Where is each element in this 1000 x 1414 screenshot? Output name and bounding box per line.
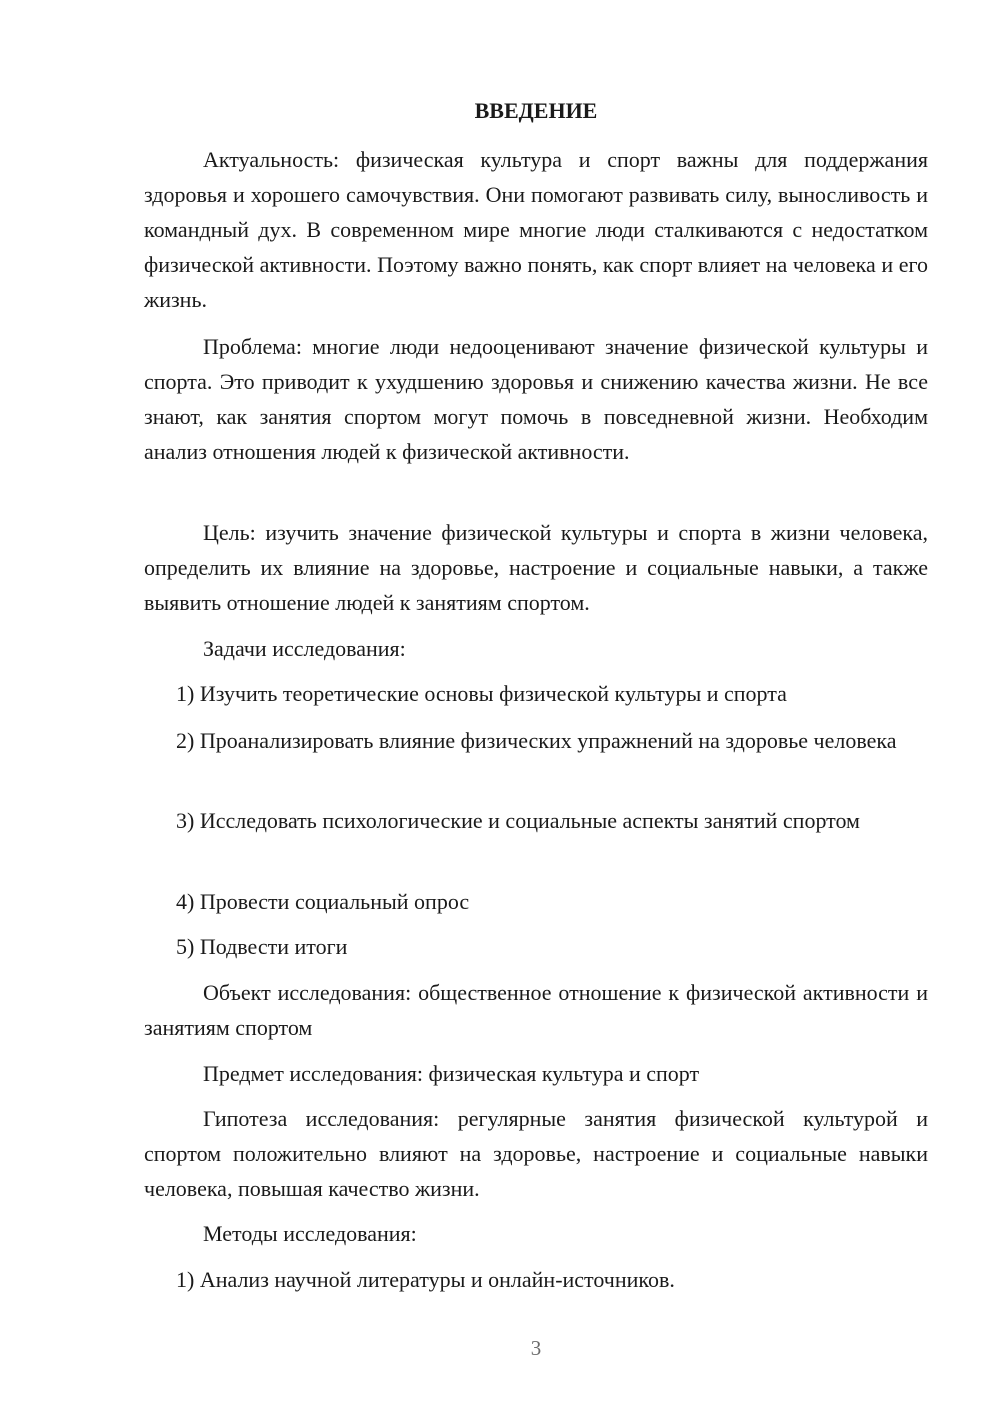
task-item-2: 2) Проанализировать влияние физических упражнений на здоровье человека bbox=[176, 728, 897, 753]
method-item-1: 1) Анализ научной литературы и онлайн-источников. bbox=[176, 1267, 675, 1292]
document-page bbox=[144, 0, 928, 1414]
methods-heading: Методы исследования: bbox=[203, 1221, 417, 1246]
task-item-1: 1) Изучить теоретические основы физической культуры и спорта bbox=[176, 681, 787, 706]
paragraph-subject: Предмет исследования: физическая культура и спорт bbox=[203, 1061, 700, 1086]
task-item-3: 3) Исследовать психологические и социальные аспекты занятий спортом bbox=[176, 808, 860, 833]
tasks-heading: Задачи исследования: bbox=[203, 636, 406, 661]
paragraph-relevance: Актуальность: физическая культура и спорт важны для поддержания здоровья и хорошего самочувствия. Они помогают развивать силу, выносливость и командный дух. В современном мире многие люди сталкиваются с недостатком физической активности. Поэтому важно понять, как спорт влияет на человека и его жизнь. bbox=[144, 147, 928, 312]
task-item-5: 5) Подвести итоги bbox=[176, 934, 348, 959]
section-title: ВВЕДЕНИЕ bbox=[474, 98, 598, 123]
paragraph-problem: Проблема: многие люди недооценивают значение физической культуры и спорта. Это приводит к ухудшению здоровья и снижению качества жизни. Не все знают, как занятия спортом могут помочь в повседневной жизни. Необходим анализ отношения людей к физической активности. bbox=[144, 334, 928, 464]
paragraph-hypothesis: Гипотеза исследования: регулярные занятия физической культурой и спортом положительно влияют на здоровье, настроение и социальные навыки человека, повышая качество жизни. bbox=[144, 1106, 928, 1201]
page-number: 3 bbox=[530, 1336, 542, 1360]
paragraph-object: Объект исследования: общественное отношение к физической активности и занятиям спортом bbox=[144, 980, 928, 1040]
task-item-4: 4) Провести социальный опрос bbox=[176, 889, 470, 914]
paragraph-goal: Цель: изучить значение физической культуры и спорта в жизни человека, определить их влияние на здоровье, настроение и социальные навыки, а также выявить отношение людей к занятиям спортом. bbox=[144, 520, 928, 615]
